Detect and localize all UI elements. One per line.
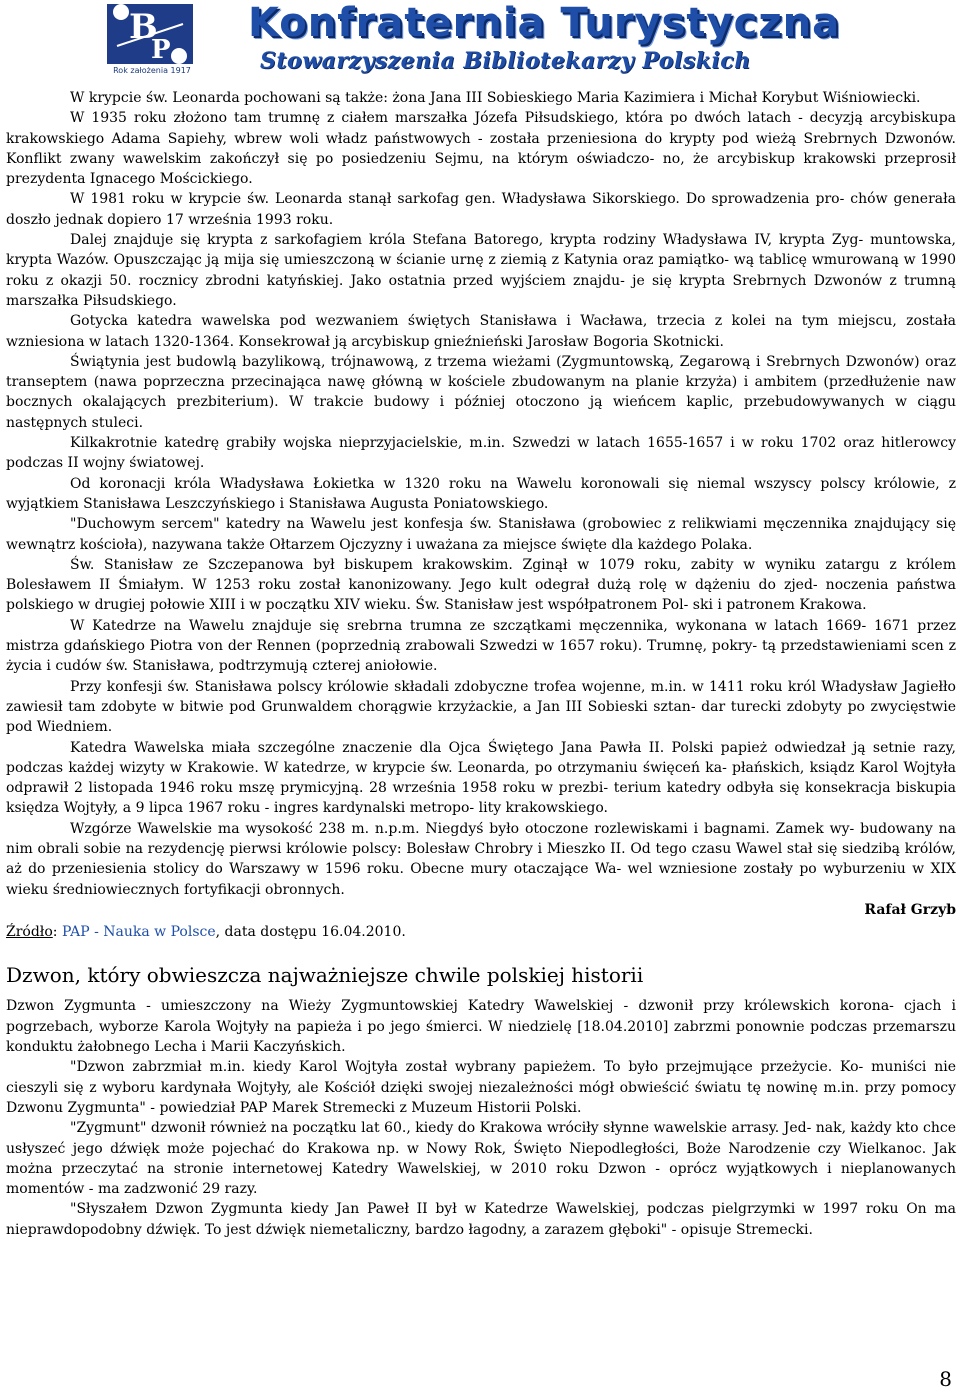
- paragraph: Świątynia jest budowlą bazylikową, trójnawową, z trzema wieżami (Zygmuntowską, Zegarową i Srebrnych Dzwonów) oraz transeptem (nawa poprzeczna przecinająca nawę główną w kościele zbudowanym na planie krzyża) i ambitem (przedłużenie naw bocznych okalających prezbiterium). W trakcie budowy i później otoczono ją wieńcem kaplic, przebudowywanych w ciągu następnych stuleci.: [6, 353, 956, 431]
- source-label: Źródło: [6, 924, 53, 941]
- paragraph: Św. Stanisław ze Szczepanowa był biskupem krakowskim. Zginął w 1079 roku, zabity w wyniku zatargu z królem Bolesławem II Śmiałym. W 1253 roku został kanonizowany. Jego kult odegrał dużą rolę w dążeniu do zjed- noczenia państwa polskiego w drugiej połowie XIII i w początku XIV wieku. Św. Stanisław jest współpatronem Pol- ski i patronem Krakowa.: [6, 556, 956, 614]
- source-colon: :: [52, 924, 58, 941]
- article-body: [6, 88, 956, 1240]
- paragraph: Kilkakrotnie katedrę grabiły wojska nieprzyjacielskie, m.in. Szwedzi w latach 1655-1657 i w roku 1702 oraz hitlerowcy podczas II wojny światowej.: [6, 435, 956, 472]
- paragraph: W 1935 roku złożono tam trumnę z ciałem marszałka Józefa Piłsudskiego, która po dwóch latach - decyzją arcybiskupa krakowskiego Adama Sapiehy, wbrew woli władz państwowych - została przeniesiona do krypty pod wieżą Srebrnych Dzwonów. Konflikt zwany wawelskim zakończył się po posiedzeniu Sejmu, na którym oświadczo- no, że arcybiskup krakowski przeprosił prezydenta Ignacego Mościckiego.: [6, 110, 956, 188]
- header-subtitle: Stowarzyszenia Bibliotekarzy Polskich: [260, 48, 751, 74]
- svg-text:P: P: [151, 35, 171, 64]
- svg-text:B: B: [129, 7, 158, 47]
- paragraph: Od koronacji króla Władysława Łokietka w 1320 roku na Wawelu koronowali się niemal wszyscy polscy królowie, z wyjątkiem Stanisława Leszczyńskiego i Stanisława Augusta Poniatowskiego.: [6, 475, 956, 512]
- paragraph: Przy konfesji św. Stanisława polscy królowie składali zdobyczne trofea wojenne, m.in. w 1411 roku król Władysław Jagiełło zawiesił tam zdobyte w bitwie pod Grunwaldem chorągwie krzyżackie, a Jan III Sobieski sztan- dar turecki zdobyty po zwycięstwie pod Wiedniem.: [6, 678, 956, 736]
- source-line: [6, 922, 956, 942]
- author-signature: Rafał Grzyb: [864, 901, 956, 918]
- paragraph: "Słyszałem Dzwon Zygmunta kiedy Jan Paweł II był w Katedrze Wawelskiej, podczas pielgrzymki w 1997 roku On ma nieprawdopodobny dźwięk. To jest dźwięk niemetaliczny, bardzo łagodny, a zarazem głęboki" - opisuje Stremecki.: [6, 1201, 956, 1238]
- paragraph: "Zygmunt" dzwonił również na początku lat 60., kiedy do Krakowa wróciły słynne wawelskie arrasy. Jed- nak, każdy kto chce usłyszeć jego dźwięk może pojechać do Krakowa np. w Nowy Rok, Święto Niepodległości, Boże Narodzenie czy Wielkanoc. Jak można przeczytać na stronie internetowej Katedry Wawelskiej, w 2010 roku Dzwon - oprócz wyjątkowych i nieplanowanych momentów - ma zadzwonić 29 razy.: [6, 1120, 956, 1198]
- paragraph: "Dzwon zabrzmiał m.in. kiedy Karol Wojtyła został wybrany papieżem. To było przejmujące przeżycie. Ko- muniści nie cieszyli się z wyboru kardynała Wojtyły, ale Kościół dzięki swojej niezależności mógł obwieścić światu tę nowinę m.in. przy pomocy Dzwonu Zygmunta" - powiedział PAP Marek Stremecki z Muzeum Historii Polski.: [6, 1059, 956, 1116]
- logo-caption: Rok założenia 1917: [113, 66, 191, 75]
- section-title: Dzwon, który obwieszcza najważniejsze chwile polskiej historii: [6, 963, 644, 988]
- page-header: [0, 0, 960, 86]
- header-title: Konfraternia Turystyczna: [248, 0, 841, 46]
- paragraph: Dalej znajduje się krypta z sarkofagiem króla Stefana Batorego, krypta rodziny Władysława IV, krypta Zyg- muntowska, krypta Wazów. Opuszczając ją mija się umieszczoną w ścianie urnę z ziemią z Katynia oraz pamiątko- wą tablicę wmurowaną w 1990 roku z okazji 50. rocznicy zbrodni katyńskiej. Jako ostatnia przed wyjściem znajdu- je się krypta Srebrnych Dzwonów z trumną marszałka Piłsudskiego.: [6, 232, 956, 309]
- paragraph: Katedra Wawelska miała szczególne znaczenie dla Ojca Świętego Jana Pawła II. Polski papież odwiedzał ją setnie razy, podczas każdej wizyty w Krakowie. W katedrze, w krypcie św. Leonarda, po otrzymaniu święceń ka- płańskich, ksiądz Karol Wojtyła odprawił 2 listopada 1946 roku mszę prymicyjną. 28 września 1958 roku w prezbi- terium katedry odbyła się konsekracja biskupia księdza Wojtyły, a 9 lipca 1967 roku - ingres kardynalski metropo- lity krakowskiego.: [6, 739, 956, 817]
- paragraph: W 1981 roku w krypcie św. Leonarda stanął sarkofag gen. Władysława Sikorskiego. Do sprowadzenia pro- chów generała doszło jednak dopiero 17 września 1993 roku.: [6, 191, 956, 228]
- paragraph: W krypcie św. Leonarda pochowani są także: żona Jana III Sobieskiego Maria Kazimiera i Michał Korybut Wiśniowiecki.: [70, 90, 921, 106]
- paragraph: Dzwon Zygmunta - umieszczony na Wieży Zygmuntowskiej Katedry Wawelskiej - dzwonił przy królewskich korona- cjach i pogrzebach, wyborze Karola Wojtyły na papieża i po jego śmierci. W niedzielę [18.04.2010] zabrzmi ponownie podczas przemarszu konduktu żałobnego Lecha i Marii Kaczyńskich.: [6, 998, 956, 1056]
- paragraph: Gotycka katedra wawelska pod wezwaniem świętych Stanisława i Wacława, trzecia z kolei na tym miejscu, została wzniesiona w latach 1320-1364. Konsekrował ją arcybiskup gnieźnieński Jarosław Bogoria Skotnicki.: [6, 313, 956, 350]
- paragraph: "Duchowym sercem" katedry na Wawelu jest konfesja św. Stanisława (grobowiec z relikwiami męczennika znajdujący się wewnątrz kościoła), nazywana także Ołtarzem Ojczyzny i uważana za miejsce święte dla każdego Polaka.: [6, 516, 956, 553]
- paragraph: W Katedrze na Wawelu znajduje się srebrna trumna ze szczątkami męczennika, wykonana w latach 1669- 1671 przez mistrza gdańskiego Piotra von der Rennen (poprzednią zrabowali Szwedzi w 1657 roku). Trumnę, pokry- tą przedstawieniami scen z życia i cudów św. Stanisława, podtrzymują czterej aniołowie.: [6, 617, 956, 675]
- source-date: , data dostępu 16.04.2010.: [215, 924, 406, 941]
- paragraph: Wzgórze Wawelskie ma wysokość 238 m. n.p.m. Niegdyś było otoczone rozlewiskami i bagnami. Zamek wy- budowany na nim obrali sobie na rezydencję pierwsi królowie polscy: Bolesław Chrobry i Mieszko II. Od tego czasu Wawel stał się siedzibą królów, aż do przeniesienia stolicy do Warszawy w 1596 roku. Obecne mury otaczające Wa- wel wzniesione zostały po wyburzeniu w XIX wieku średniowiecznych fortyfikacji obronnych.: [6, 820, 956, 898]
- page-number: 8: [939, 1367, 952, 1391]
- bp-logo: [107, 4, 193, 64]
- source-link[interactable]: PAP - Nauka w Polsce: [61, 924, 216, 941]
- section-body: [6, 996, 956, 1240]
